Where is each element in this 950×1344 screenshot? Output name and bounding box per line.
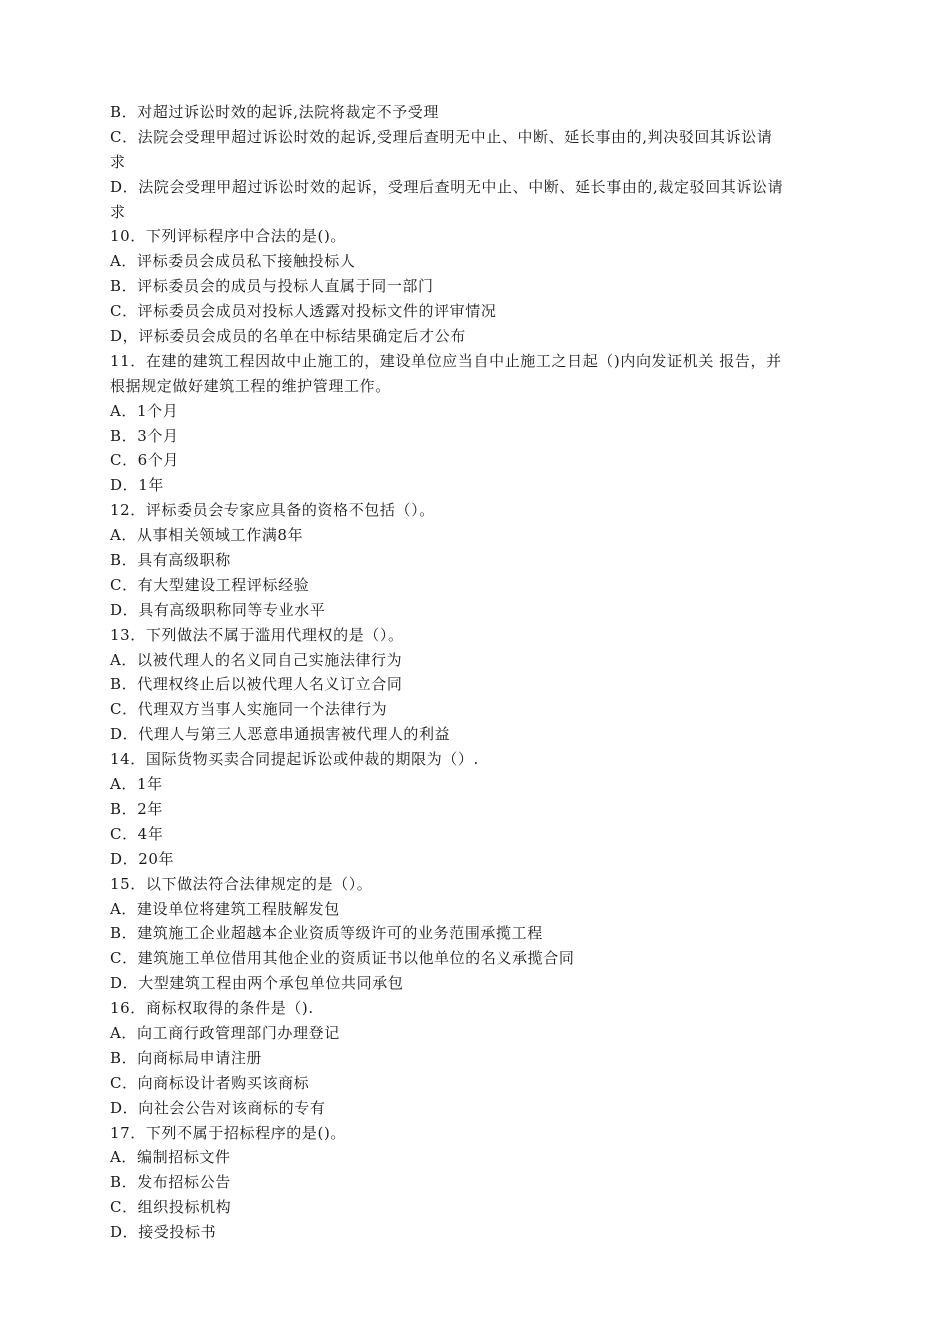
question-11-cont: 根据规定做好建筑工程的维护管理工作。 xyxy=(110,376,391,395)
option-a: A．1年 xyxy=(110,775,163,794)
question-16: 16．商标权取得的条件是（). xyxy=(110,999,314,1018)
question-11: 11．在建的建筑工程因故中止施工的，建设单位应当自中止施工之日起（)内向发证机关 报告，并 xyxy=(110,351,782,370)
text-line: 求 xyxy=(110,152,126,171)
question-13: 13．下列做法不属于滥用代理权的是（）。 xyxy=(110,625,404,644)
option-b: B．发布招标公告 xyxy=(110,1173,231,1192)
text-line: D．法院会受理甲超过诉讼时效的起诉，受理后查明无中止、中断、延长事由的,裁定驳回其诉讼请 xyxy=(110,177,784,196)
text-line: 求 xyxy=(110,202,126,221)
option-b: B．代理权终止后以被代理人名义订立合同 xyxy=(110,675,403,694)
option-c: C．向商标设计者购买该商标 xyxy=(110,1073,310,1092)
option-b: B．3个月 xyxy=(110,426,179,445)
option-d: D．1年 xyxy=(110,476,164,495)
option-b: B．评标委员会的成员与投标人直属于同一部门 xyxy=(110,277,434,296)
option-a: A．编制招标文件 xyxy=(110,1148,231,1167)
option-d: D．20年 xyxy=(110,849,175,868)
document-body xyxy=(110,100,830,1245)
option-a: A．向工商行政管理部门办理登记 xyxy=(110,1023,340,1042)
option-c: C．有大型建设工程评标经验 xyxy=(110,575,310,594)
option-d: D．向社会公告对该商标的专有 xyxy=(110,1098,326,1117)
option-c: C．代理双方当事人实施同一个法律行为 xyxy=(110,700,388,719)
option-a: A．建设单位将建筑工程肢解发包 xyxy=(110,899,340,918)
option-b: B．具有高级职称 xyxy=(110,551,231,570)
option-c: C．4年 xyxy=(110,824,164,843)
option-b: B．2年 xyxy=(110,799,163,818)
text-line: B．对超过诉讼时效的起诉,法院将裁定不予受理 xyxy=(110,103,439,121)
option-b: B．向商标局申请注册 xyxy=(110,1048,263,1067)
option-d: D，评标委员会成员的名单在中标结果确定后才公布 xyxy=(110,327,466,346)
question-15: 15．以下做法符合法律规定的是（）。 xyxy=(110,874,373,893)
option-a: A．评标委员会成员私下接触投标人 xyxy=(110,252,356,271)
option-d: D．代理人与第三人恶意串通损害被代理人的利益 xyxy=(110,725,451,744)
question-14: 14．国际货物买卖合同提起诉讼或仲裁的期限为（）. xyxy=(110,750,479,769)
option-a: A．从事相关领域工作满8年 xyxy=(110,526,304,545)
option-d: D．具有高级职称同等专业水平 xyxy=(110,600,326,619)
question-10: 10．下列评标程序中合法的是()。 xyxy=(110,227,346,246)
option-b: B．建筑施工企业超越本企业资质等级许可的业务范围承揽工程 xyxy=(110,924,543,943)
option-a: A．以被代理人的名义同自己实施法律行为 xyxy=(110,650,403,669)
question-12: 12．评标委员会专家应具备的资格不包括（）。 xyxy=(110,501,435,520)
option-c: C．6个月 xyxy=(110,451,180,470)
option-c: C．评标委员会成员对投标人透露对投标文件的评审情况 xyxy=(110,302,497,321)
question-17: 17．下列不属于招标程序的是()。 xyxy=(110,1123,346,1142)
text-line: C．法院会受理甲超过诉讼时效的起诉,受理后查明无中止、中断、延长事由的,判决驳回其诉讼请 xyxy=(110,127,773,146)
option-a: A．1个月 xyxy=(110,401,179,420)
option-d: D．接受投标书 xyxy=(110,1223,217,1242)
option-c: C．组织投标机构 xyxy=(110,1198,232,1217)
option-c: C．建筑施工单位借用其他企业的资质证书以他单位的名义承揽合同 xyxy=(110,949,575,968)
option-d: D．大型建筑工程由两个承包单位共同承包 xyxy=(110,974,404,993)
